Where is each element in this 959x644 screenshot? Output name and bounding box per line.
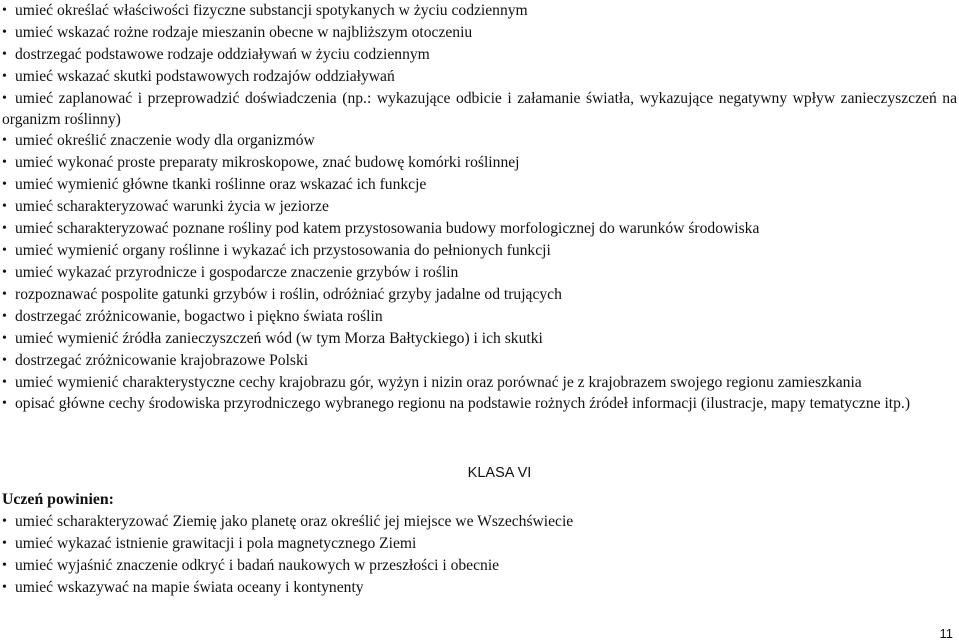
list-item: [2, 240, 957, 262]
list-item-text: umieć wymienić źródła zanieczyszczeń wód (w tym Morza Bałtyckiego) i ich skutki: [15, 330, 543, 347]
bullet-icon: •: [2, 91, 7, 106]
list-item: [2, 284, 957, 306]
list-item: [2, 218, 957, 240]
section-heading: KLASA VI: [467, 465, 532, 481]
bullet-icon: •: [2, 580, 7, 595]
bullet-icon: •: [2, 199, 7, 214]
list-item: [2, 555, 957, 577]
list-item-text: umieć wykonać proste preparaty mikroskopowe, znać budowę komórki roślinnej: [15, 154, 520, 171]
bullet-icon: •: [2, 243, 7, 258]
list-item-text: umieć wykazać przyrodnicze i gospodarcze znaczenie grzybów i roślin: [15, 264, 459, 281]
list-item: [2, 533, 957, 555]
list-item: [2, 511, 957, 533]
list-item-text: umieć wskazać skutki podstawowych rodzajów oddziaływań: [15, 68, 395, 85]
bullet-icon: •: [2, 265, 7, 280]
list-item-text: umieć wskazywać na mapie świata oceany i kontynenty: [15, 579, 364, 596]
bullet-icon: •: [2, 396, 7, 411]
list-item: [2, 262, 957, 284]
bullet-icon: •: [2, 133, 7, 148]
list-item: [2, 174, 957, 196]
list-item: [2, 393, 957, 414]
list-item-text: umieć wykazać istnienie grawitacji i pola magnetycznego Ziemi: [15, 535, 417, 552]
list-item: [2, 88, 957, 130]
requirements-list-1: [2, 0, 957, 414]
list-item-text: umieć wymienić organy roślinne i wykazać ich przystosowania do pełnionych funkcji: [15, 242, 551, 259]
bullet-icon: •: [2, 287, 7, 302]
bullet-icon: •: [2, 221, 7, 236]
list-item-text: umieć wyjaśnić znaczenie odkryć i badań naukowych w przeszłości i obecnie: [15, 557, 500, 574]
bullet-icon: •: [2, 375, 7, 390]
bullet-icon: •: [2, 177, 7, 192]
list-item: [2, 22, 957, 44]
bullet-icon: •: [2, 25, 7, 40]
section-subheading: Uczeń powinien:: [2, 491, 114, 508]
page-number: 11: [939, 626, 953, 641]
list-item: [2, 196, 957, 218]
list-item-text: umieć scharakteryzować warunki życia w jeziorze: [15, 198, 329, 215]
list-item-text: rozpoznawać pospolite gatunki grzybów i roślin, odróżniać grzyby jadalne od trujących: [15, 286, 562, 303]
list-item-text: umieć określić znaczenie wody dla organizmów: [15, 132, 315, 149]
bullet-icon: •: [2, 331, 7, 346]
bullet-icon: •: [2, 69, 7, 84]
list-item-text: dostrzegać zróżnicowanie krajobrazowe Polski: [15, 352, 309, 369]
bullet-icon: •: [2, 353, 7, 368]
list-item-text: umieć wskazać rożne rodzaje mieszanin obecne w najbliższym otoczeniu: [15, 24, 473, 41]
bullet-icon: •: [2, 47, 7, 62]
bullet-icon: •: [2, 309, 7, 324]
list-item: [2, 306, 957, 328]
bullet-icon: •: [2, 3, 7, 18]
list-item-text: opisać główne cechy środowiska przyrodniczego wybranego regionu na podstawie rożnych źródeł informacji (ilustracje, mapy tematyczne itp.): [15, 395, 911, 412]
list-item: [2, 0, 957, 22]
list-item-text: umieć wymienić charakterystyczne cechy krajobrazu gór, wyżyn i nizin oraz porównać je z krajobrazem swojego regionu zamieszkania: [15, 374, 862, 391]
list-item: [2, 130, 957, 152]
bullet-icon: •: [2, 514, 7, 529]
bullet-icon: •: [2, 536, 7, 551]
list-item: [2, 372, 957, 393]
bullet-icon: •: [2, 558, 7, 573]
list-item-text: umieć wymienić główne tkanki roślinne oraz wskazać ich funkcje: [15, 176, 427, 193]
list-item-text: umieć scharakteryzować poznane rośliny pod katem przystosowania budowy morfologicznej do warunków środowiska: [15, 220, 760, 237]
bullet-icon: •: [2, 155, 7, 170]
list-item-text: umieć określać właściwości fizyczne substancji spotykanych w życiu codziennym: [15, 2, 528, 19]
list-item: [2, 44, 957, 66]
requirements-list-2: [2, 511, 957, 599]
list-item-text: umieć scharakteryzować Ziemię jako planetę oraz określić jej miejsce we Wszechświecie: [15, 513, 574, 530]
list-item-text: dostrzegać zróżnicowanie, bogactwo i piękno świata roślin: [15, 308, 383, 325]
list-item: [2, 577, 957, 599]
list-item: [2, 152, 957, 174]
list-item: [2, 66, 957, 88]
list-item-text: umieć zaplanować i przeprowadzić doświadczenia (np.: wykazujące odbicie i załamanie światła, wykazujące negatywny wpływ zanieczyszczeń na organizm roślinny): [2, 90, 957, 128]
list-item: [2, 350, 957, 372]
list-item-text: dostrzegać podstawowe rodzaje oddziaływań w życiu codziennym: [15, 46, 430, 63]
list-item: [2, 328, 957, 350]
